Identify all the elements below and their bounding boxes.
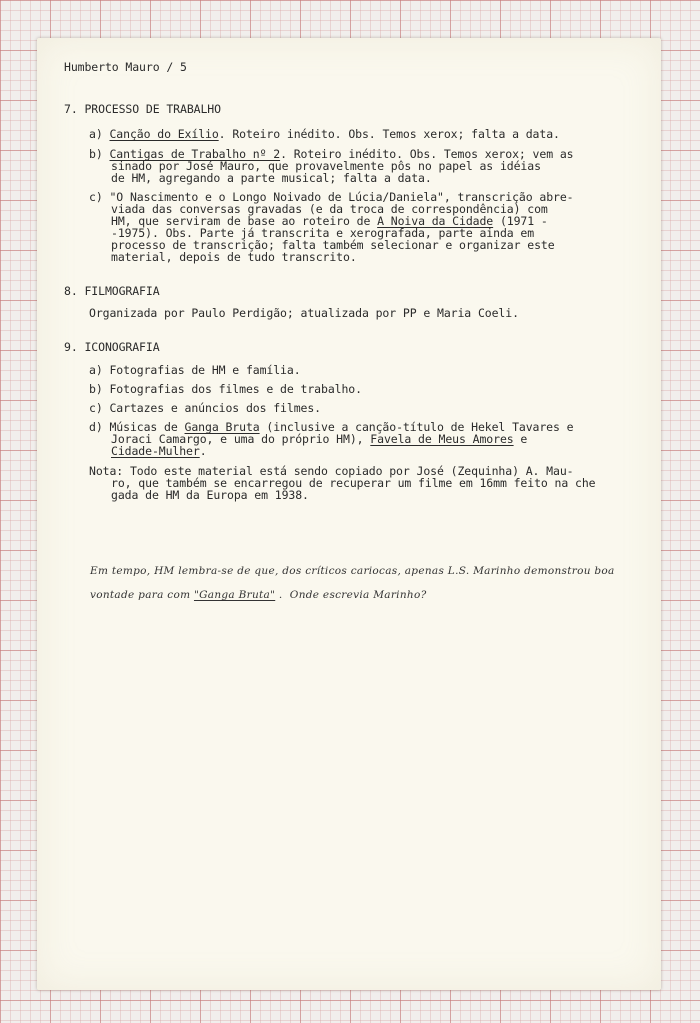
item-text: e: [513, 432, 528, 446]
item-text: HM, que serviram de base ao roteiro de: [111, 214, 378, 228]
work-title: Canção do Exílio: [109, 127, 219, 141]
work-title: Ganga Bruta: [184, 420, 260, 434]
work-title: "Ganga Bruta": [193, 589, 276, 601]
section-9-item-a: a) Fotografias de HM e família.: [89, 363, 301, 377]
item-text: . Roteiro inédito. Obs. Temos xerox; vem as: [280, 147, 574, 161]
work-title: Favela de Meus Amores: [370, 432, 514, 446]
page-header: Humberto Mauro / 5: [64, 60, 187, 74]
section-7-item-c-line6: material, depois de tudo transcrito.: [111, 250, 357, 264]
item-text: "O Nascimento e o Longo Noivado de Lúcia/Daniela", transcrição abre-: [109, 190, 574, 204]
handwritten-note-line1: Em tempo, HM lembra-se de que, dos críticos cariocas, apenas L.S. Marinho demonstrou boa: [90, 565, 615, 577]
work-title: Cantigas de Trabalho nº 2: [109, 147, 281, 161]
section-9-item-d-line3: [111, 445, 207, 458]
handwritten-note-line2: [90, 589, 427, 601]
section-7-item-b-line2: sinado por José Mauro, que provavelmente pôs no papel as idéias: [111, 159, 541, 173]
note-line3: gada de HM da Europa em 1938.: [111, 488, 309, 502]
section-9-item-b: b) Fotografias dos filmes e de trabalho.: [89, 382, 362, 396]
item-label: b): [89, 147, 103, 161]
work-title: A Noiva da Cidade: [377, 214, 494, 228]
section-7-item-c-line5: processo de transcrição; falta também selecionar e organizar este: [111, 238, 555, 252]
item-text: (1971 -: [493, 214, 548, 228]
section-9-heading: 9. ICONOGRAFIA: [64, 340, 160, 354]
section-7-item-c-line4: -1975). Obs. Parte já transcrita e xerografada, parte ainda em: [111, 226, 535, 240]
item-text: d) Músicas de: [89, 420, 185, 434]
section-8-heading: 8. FILMOGRAFIA: [64, 284, 160, 298]
item-text: Joraci Camargo, e uma do próprio HM),: [111, 432, 371, 446]
section-8-text: Organizada por Paulo Perdigão; atualizada por PP e Maria Coeli.: [89, 306, 519, 320]
section-7-item-c-line2: viada das conversas gravadas (e da troca de correspondência) com: [111, 202, 548, 216]
note-line1: Nota: Todo este material está sendo copiado por José (Zequinha) A. Mau-: [89, 464, 574, 478]
item-text: .: [199, 444, 207, 458]
item-label: c): [89, 190, 103, 204]
item-text: . Roteiro inédito. Obs. Temos xerox; falta a data.: [218, 127, 560, 141]
item-label: a): [89, 127, 103, 141]
note-text: vontade para com: [90, 589, 194, 601]
section-7-item-b-line3: de HM, agregando a parte musical; falta a data.: [111, 171, 432, 185]
note-text: . Onde escrevia Marinho?: [275, 589, 427, 601]
section-7-heading: 7. PROCESSO DE TRABALHO: [64, 102, 221, 116]
work-title: Cidade-Mulher: [111, 444, 200, 458]
note-line2: ro, que também se encarregou de recuperar um filme em 16mm feito na che: [111, 476, 596, 490]
section-7-item-a: [89, 128, 560, 141]
section-9-item-c: c) Cartazes e anúncios dos filmes.: [89, 401, 322, 415]
item-text: (inclusive a canção-título de Hekel Tavares e: [259, 420, 574, 434]
